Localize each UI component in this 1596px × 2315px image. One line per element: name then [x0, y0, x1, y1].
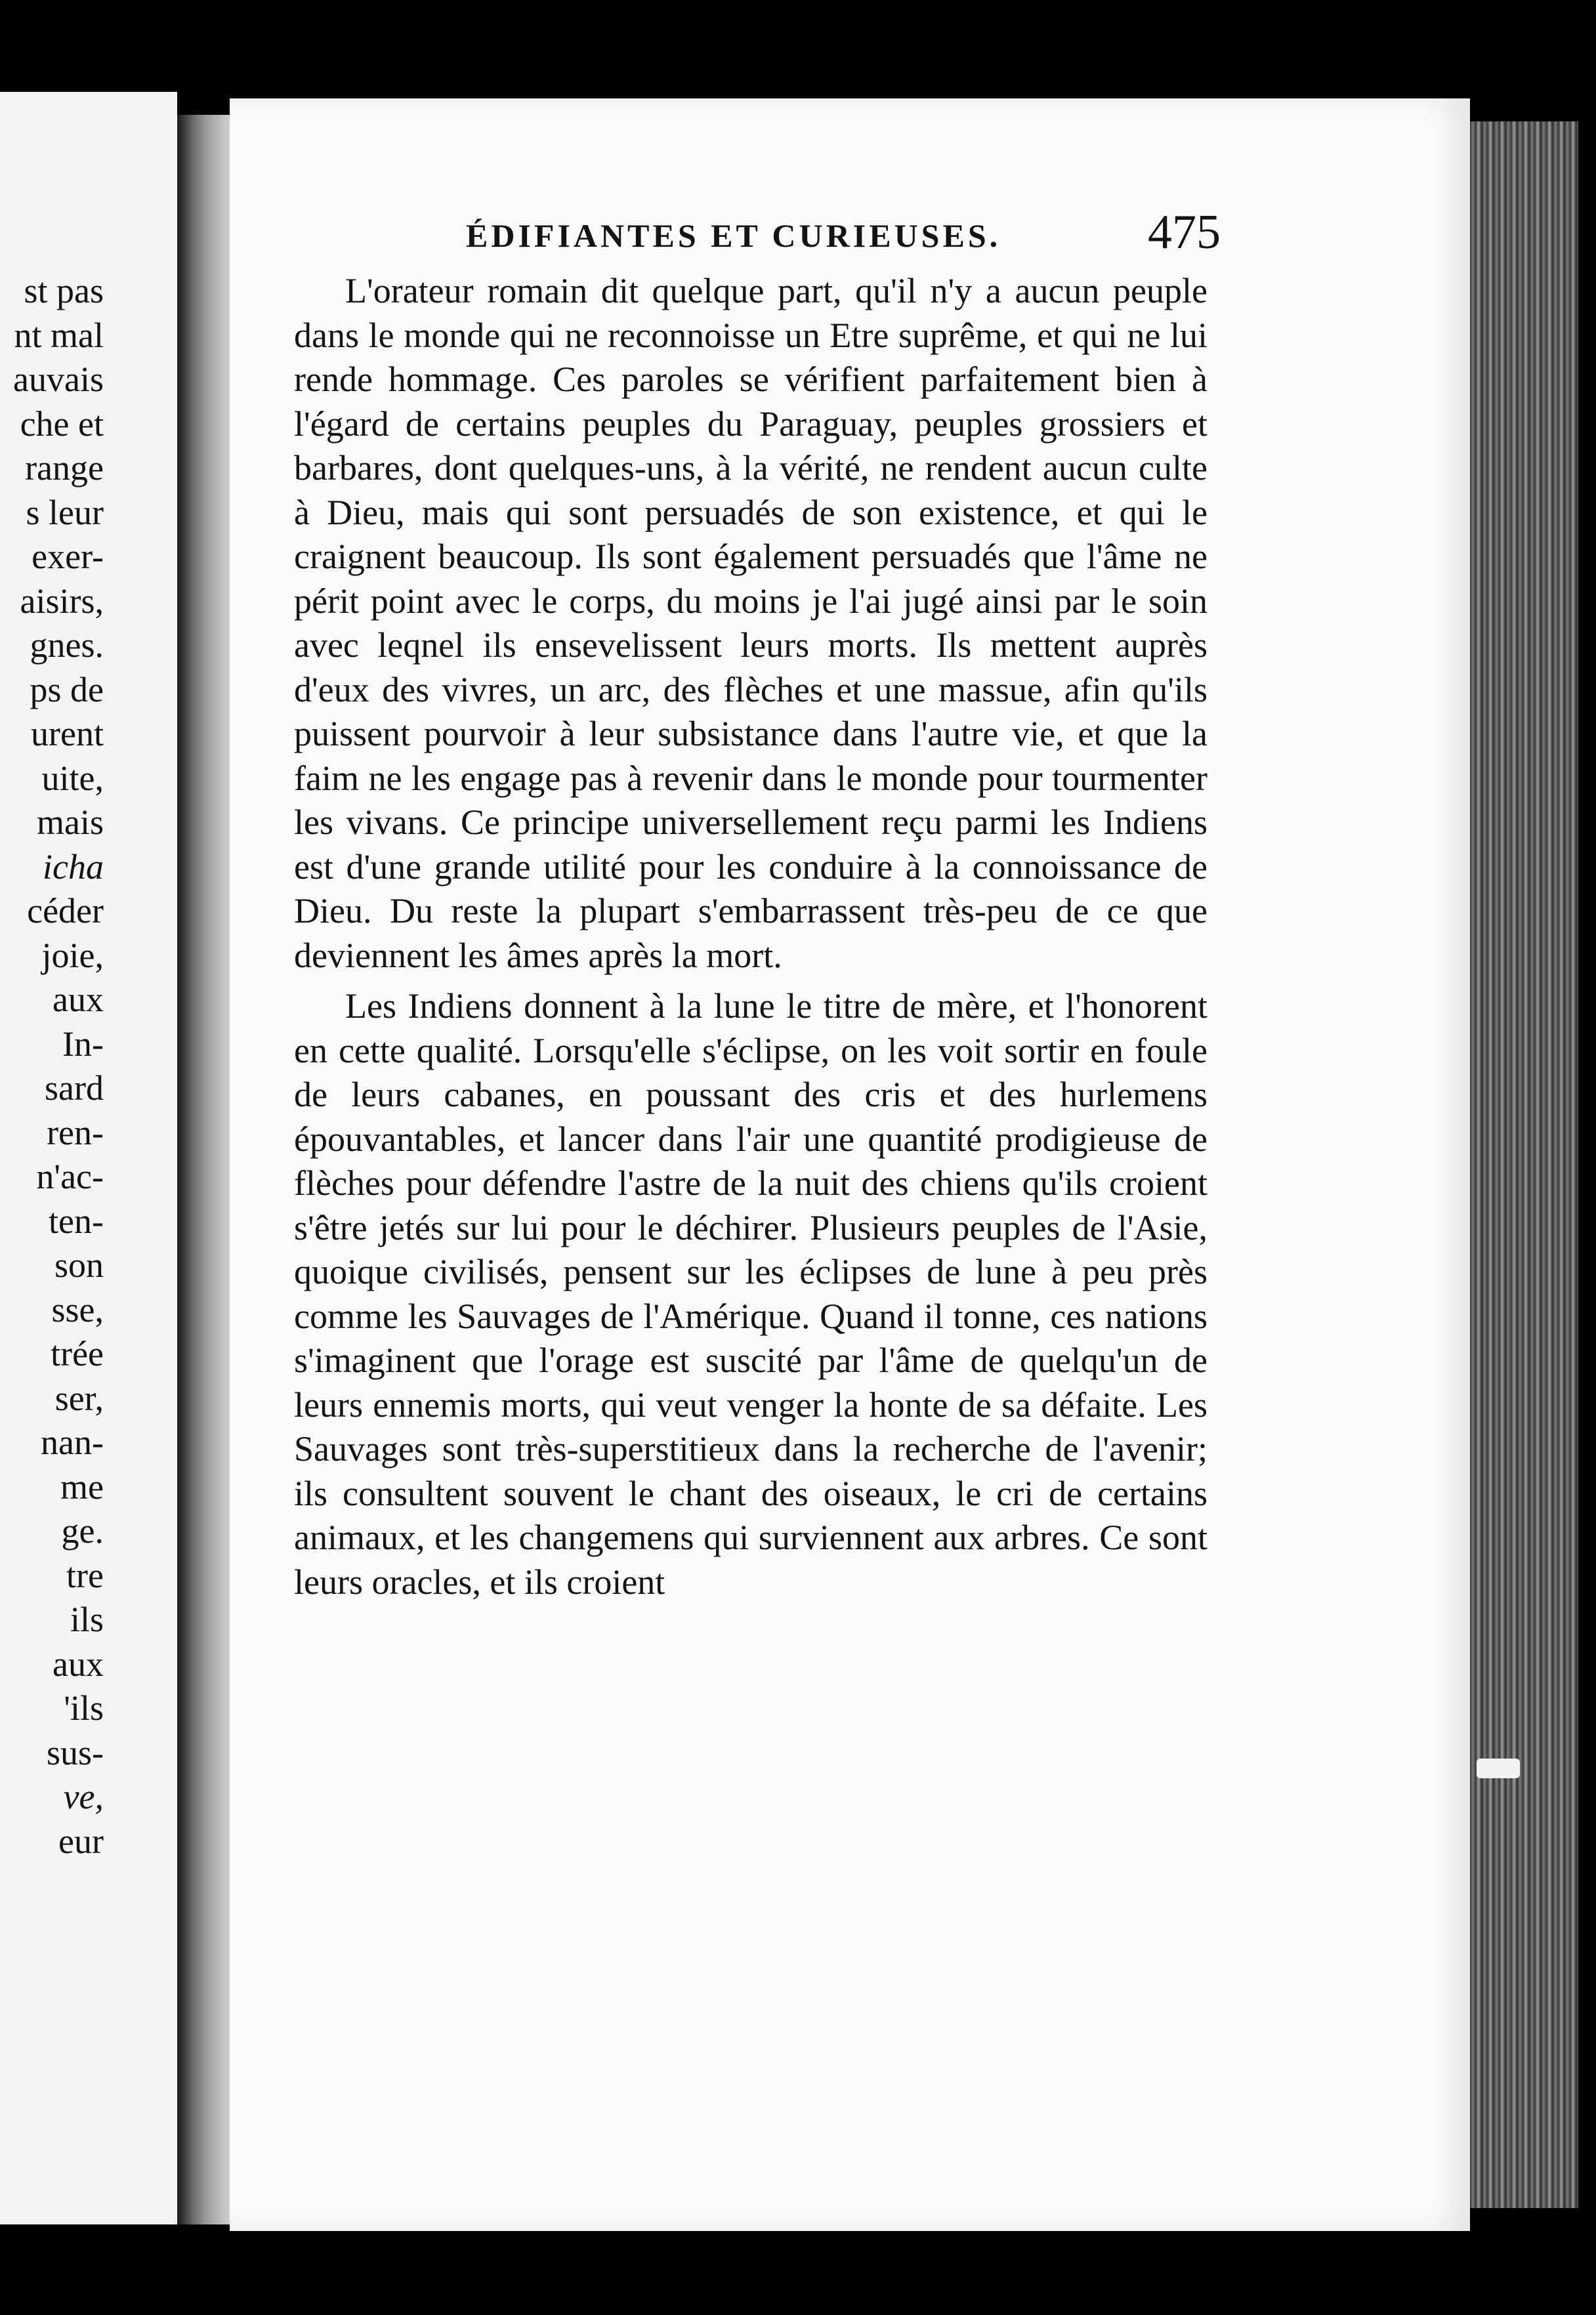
left-line-fragment: ve, [63, 1777, 104, 1816]
left-line-fragment: ils [70, 1600, 104, 1639]
left-line-fragment: nan- [41, 1423, 104, 1462]
paper-tab-mark [1477, 1759, 1520, 1778]
page-number: 475 [1148, 205, 1221, 259]
left-line-fragment: n'ac- [36, 1157, 104, 1196]
left-line-fragment: range [25, 448, 104, 488]
left-line-fragment: joie, [41, 935, 104, 975]
left-line-fragment: tre [66, 1555, 104, 1595]
left-line-fragment: aux [52, 1644, 104, 1684]
left-line-fragment: eur [58, 1821, 104, 1861]
left-line-fragment: trée [51, 1334, 104, 1373]
left-line-fragment: s leur [26, 492, 104, 532]
left-line-fragment: sse, [51, 1289, 104, 1329]
left-line-fragment: uite, [41, 758, 104, 798]
left-line-fragment: aux [52, 980, 104, 1019]
left-line-fragment: 'ils [64, 1688, 104, 1728]
left-line-fragment: st pas [24, 271, 104, 310]
left-line-fragment: ps de [30, 669, 104, 709]
left-line-fragment: ser, [54, 1378, 104, 1418]
left-line-fragment: ren- [47, 1112, 104, 1152]
left-line-fragment: exer- [32, 537, 104, 576]
left-line-fragment: sard [45, 1068, 104, 1108]
left-line-fragment: gnes. [30, 625, 104, 665]
book-fore-edge [1470, 121, 1578, 2208]
left-facing-page [0, 92, 177, 2224]
left-line-fragment: sus- [46, 1732, 104, 1772]
paragraph: L'orateur romain dit quelque part, qu'il n'y a aucun peuple dans le monde qui ne reconnoisse un Etre suprême, et qui ne lui rende hommage. Ces paroles se vérifient parfaitement bien à l'égard de certains peuples du Paraguay, peuples grossiers et barbares, dont quelques-uns, à la vérité, ne rendent aucun culte à Dieu, mais qui sont persuadés de son existence, et qui le craignent beaucoup. Ils sont également persuadés que l'âme ne périt point avec le corps, du moins je l'ai jugé ainsi par le soin avec leqnel ils ensevelissent leurs morts. Ils mettent auprès d'eux des vivres, un arc, des flèches et une massue, afin qu'ils puissent pourvoir à leur subsistance dans l'autre vie, et que la faim ne les engage pas à revenir dans le monde pour tourmenter les vivans. Ce principe universellement reçu parmi les Indiens est d'une grande utilité pour les conduire à la connoissance de Dieu. Du reste la plupart s'embarrassent très-peu de ce que deviennent les âmes après la mort. [294, 271, 1208, 975]
left-line-fragment: In- [62, 1024, 104, 1064]
left-line-fragment: icha [43, 846, 104, 886]
left-line-fragment: urent [31, 714, 104, 753]
left-line-fragment: aisirs, [20, 581, 104, 621]
left-line-fragment: mais [37, 803, 104, 842]
left-line-fragment: ten- [49, 1201, 104, 1241]
left-line-fragment: me [60, 1467, 104, 1507]
left-line-fragment: son [54, 1245, 104, 1285]
left-line-fragment: céder [27, 891, 104, 930]
paragraph: Les Indiens donnent à la lune le titre de mère, et l'honorent en cette qualité. Lorsqu'elle s'éclipse, on les voit sortir en foule de leurs cabanes, en poussant des cris et des hurlemens épouvantables, et lancer dans l'air une quantité prodigieuse de flèches pour défendre l'astre de la nuit des chiens qu'ils croient s'être jetés sur lui pour le déchirer. Plusieurs peuples de l'Asie, quoique civilisés, pensent sur les éclipses de lune à peu près comme les Sauvages de l'Amérique. Quand il tonne, ces nations s'imaginent que l'orage est suscité par l'âme de quelqu'un de leurs ennemis morts, qui veut venger la honte de sa défaite. Les Sauvages sont très-superstitieux dans la recherche de l'avenir; ils consultent souvent le chant des oiseaux, le cri de certains animaux, et les changemens qui surviennent aux arbres. Ce sont leurs oracles, et ils croient [294, 986, 1208, 1602]
left-line-fragment: ge. [61, 1511, 104, 1551]
running-header: ÉDIFIANTES ET CURIEUSES. [466, 217, 1001, 254]
body-text [294, 269, 1208, 1604]
book-gutter-shadow [177, 115, 230, 2224]
left-line-fragment: auvais [13, 360, 104, 399]
left-line-fragment: nt mal [14, 315, 104, 355]
left-page-text-fragments [0, 269, 104, 1864]
left-line-fragment: che et [20, 404, 104, 444]
